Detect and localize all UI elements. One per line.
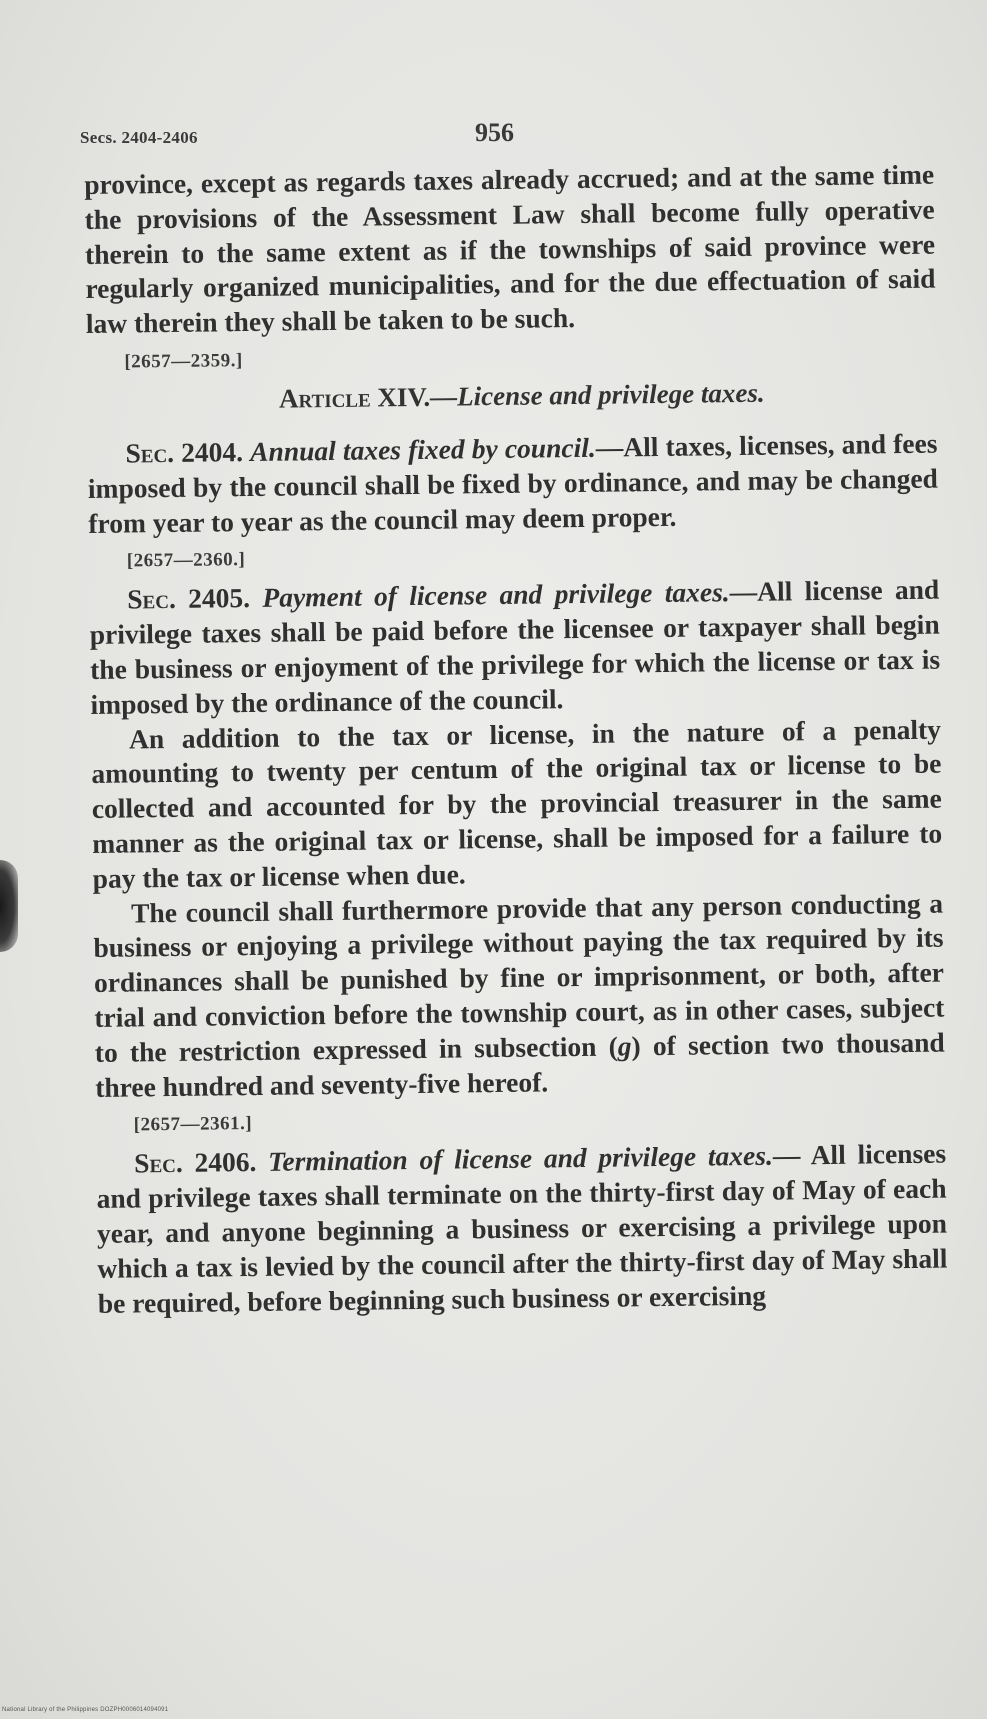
subsection-letter: g bbox=[617, 1030, 632, 1062]
page-header bbox=[80, 118, 910, 158]
page-body bbox=[84, 158, 948, 1322]
section-2404-title: Annual taxes fixed by council. bbox=[250, 431, 596, 467]
section-2405-title: Payment of license and privilege taxes. bbox=[262, 576, 730, 614]
running-head: Secs. 2404-2406 bbox=[80, 128, 198, 147]
section-2404-text: —All taxes, licenses, and fees imposed by the council shall be fixed by ordinance, and may be changed from year to year as the council may deem proper. bbox=[87, 427, 939, 539]
citation-2361: [2657—2361.] bbox=[133, 1113, 253, 1136]
paragraph-punishment-part-b: ) of section two thousand three hundred and seventy-five hereof. bbox=[95, 1026, 945, 1103]
article-title: —License and privilege taxes. bbox=[430, 377, 765, 412]
section-2405-label: Sec. 2405. bbox=[127, 582, 251, 615]
paragraph-punishment bbox=[93, 886, 945, 1105]
paragraph-penalty: An addition to the tax or license, in the nature of a penalty amounting to twenty per centum of the original tax or license to be collected and accounted for by the provincial treasurer in the same manner as the original tax or license, shall be imposed for a failure to pay the tax or license when due. bbox=[91, 713, 943, 894]
section-2404 bbox=[87, 427, 938, 542]
article-heading bbox=[87, 376, 937, 417]
binding-shadow bbox=[0, 860, 18, 952]
scan-credit: National Library of the Philippines DOZPH0006014094091 bbox=[2, 1707, 169, 1713]
section-2406-label: Sec. 2406. bbox=[133, 1146, 257, 1179]
paragraph-punishment-part-a: The council shall furthermore provide that any person conducting a business or enjoying a privilege without paying the tax required by its ordinances shall be punished by fine or imprisonment, or both, after trial and conviction before the township court, as in other cases, subject to the restriction expressed in subsection ( bbox=[93, 887, 945, 1068]
section-2405-text: —All license and privilege taxes shall be paid before the licensee or taxpayer shall begin the business or enjoyment of the privilege for which the license or tax is imposed by the ordinance of the council. bbox=[89, 573, 941, 720]
citation-2359: [2657—2359.] bbox=[124, 350, 243, 373]
section-2405 bbox=[89, 573, 941, 723]
page-number: 956 bbox=[475, 118, 514, 147]
citation-2360: [2657—2360.] bbox=[126, 549, 246, 572]
section-2406-title: Termination of license and privilege taxes. bbox=[267, 1139, 774, 1178]
section-2406-text: — All licenses and privilege taxes shall terminate on the thirty-first day of May of each year, and anyone beginning a business or exercising a privilege upon which a tax is levied by the council after the thirty-first day of May shall be required, before beginning such business or exercising bbox=[96, 1137, 948, 1319]
section-2404-label: Sec. 2404. bbox=[125, 436, 244, 469]
section-2406 bbox=[96, 1137, 948, 1321]
paragraph-continuation: province, except as regards taxes already accrued; and at the same time the provisions of the Assessment Law shall become fully operative therein to the same extent as if the townships of said province were regularly organized municipalities, and for the due effectuation of said law therein they shall be taken to be such. bbox=[84, 158, 936, 340]
article-label: Article XIV. bbox=[278, 381, 431, 414]
